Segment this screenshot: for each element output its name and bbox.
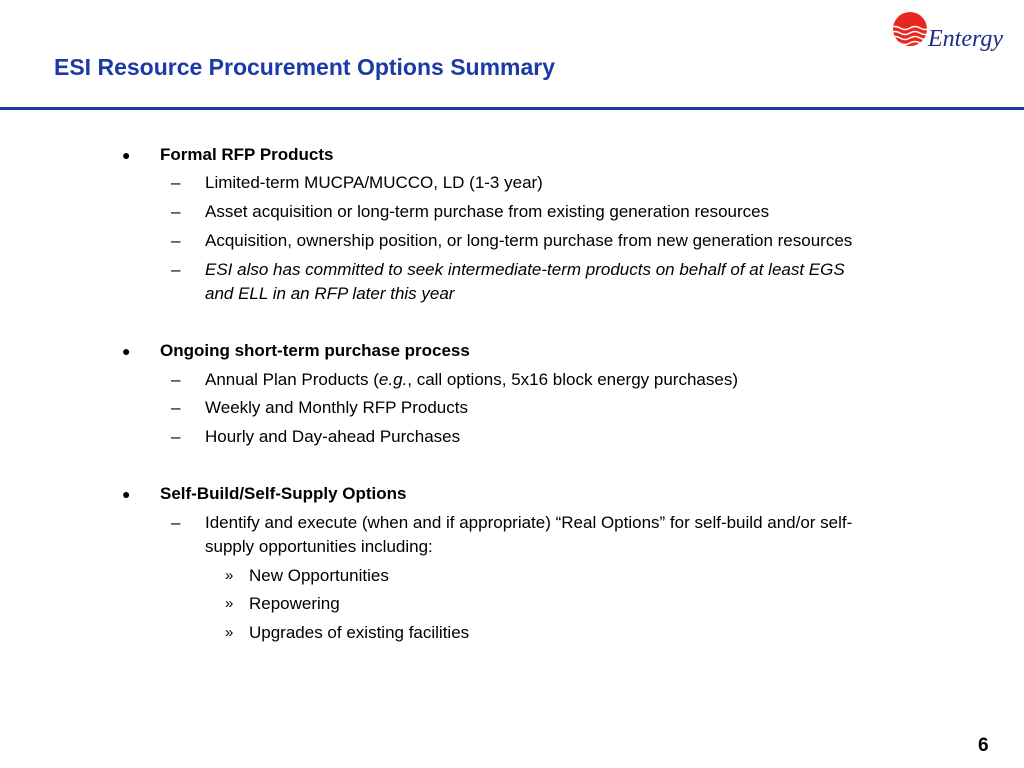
list-item: Asset acquisition or long-term purchase from existing generation resources <box>205 202 770 221</box>
chevron-marker: » <box>225 595 234 612</box>
dash-marker: – <box>171 370 181 389</box>
dash-marker: – <box>171 427 181 446</box>
dash-marker: – <box>171 398 181 417</box>
chevron-marker: » <box>225 567 234 584</box>
dash-marker: – <box>171 513 181 532</box>
list-item-italic: e.g. <box>378 370 408 389</box>
dash-marker: – <box>171 260 181 279</box>
list-item: Weekly and Monthly RFP Products <box>205 398 468 417</box>
bullet-marker: ● <box>122 486 131 502</box>
list-item <box>205 368 738 392</box>
bullet-marker: ● <box>122 147 131 163</box>
list-item-line2: supply opportunities including: <box>205 537 433 556</box>
list-item-post: , call options, 5x16 block energy purchases) <box>407 370 738 389</box>
list-item-line1: Identify and execute (when and if appropriate) “Real Options” for self-build and/or self- <box>205 513 853 532</box>
section-heading-self-build: Self-Build/Self-Supply Options <box>160 484 407 503</box>
sub-list-item: Upgrades of existing facilities <box>249 623 470 642</box>
section-heading-short-term: Ongoing short-term purchase process <box>160 341 470 360</box>
sub-list-item: New Opportunities <box>249 566 389 585</box>
bullet-marker: ● <box>122 343 131 359</box>
dash-marker: – <box>171 202 181 221</box>
slide-title: ESI Resource Procurement Options Summary <box>54 54 556 80</box>
dash-marker: – <box>171 231 181 250</box>
section-heading-rfp: Formal RFP Products <box>160 145 334 164</box>
list-item-pre: Annual Plan Products ( <box>205 370 379 389</box>
dash-marker: – <box>171 173 181 192</box>
sub-list-item: Repowering <box>249 594 340 613</box>
entergy-logo-text: Entergy <box>928 26 1004 52</box>
list-item: Acquisition, ownership position, or long-term purchase from new generation resources <box>205 231 853 250</box>
page-number: 6 <box>978 735 989 756</box>
title-divider <box>0 107 1024 110</box>
list-item-note-line2: and ELL in an RFP later this year <box>205 284 455 303</box>
list-item-note-line1: ESI also has committed to seek intermediate-term products on behalf of at least EGS <box>205 260 845 279</box>
list-item: Hourly and Day-ahead Purchases <box>205 427 461 446</box>
list-item: Limited-term MUCPA/MUCCO, LD (1-3 year) <box>205 173 543 192</box>
chevron-marker: » <box>225 624 234 641</box>
